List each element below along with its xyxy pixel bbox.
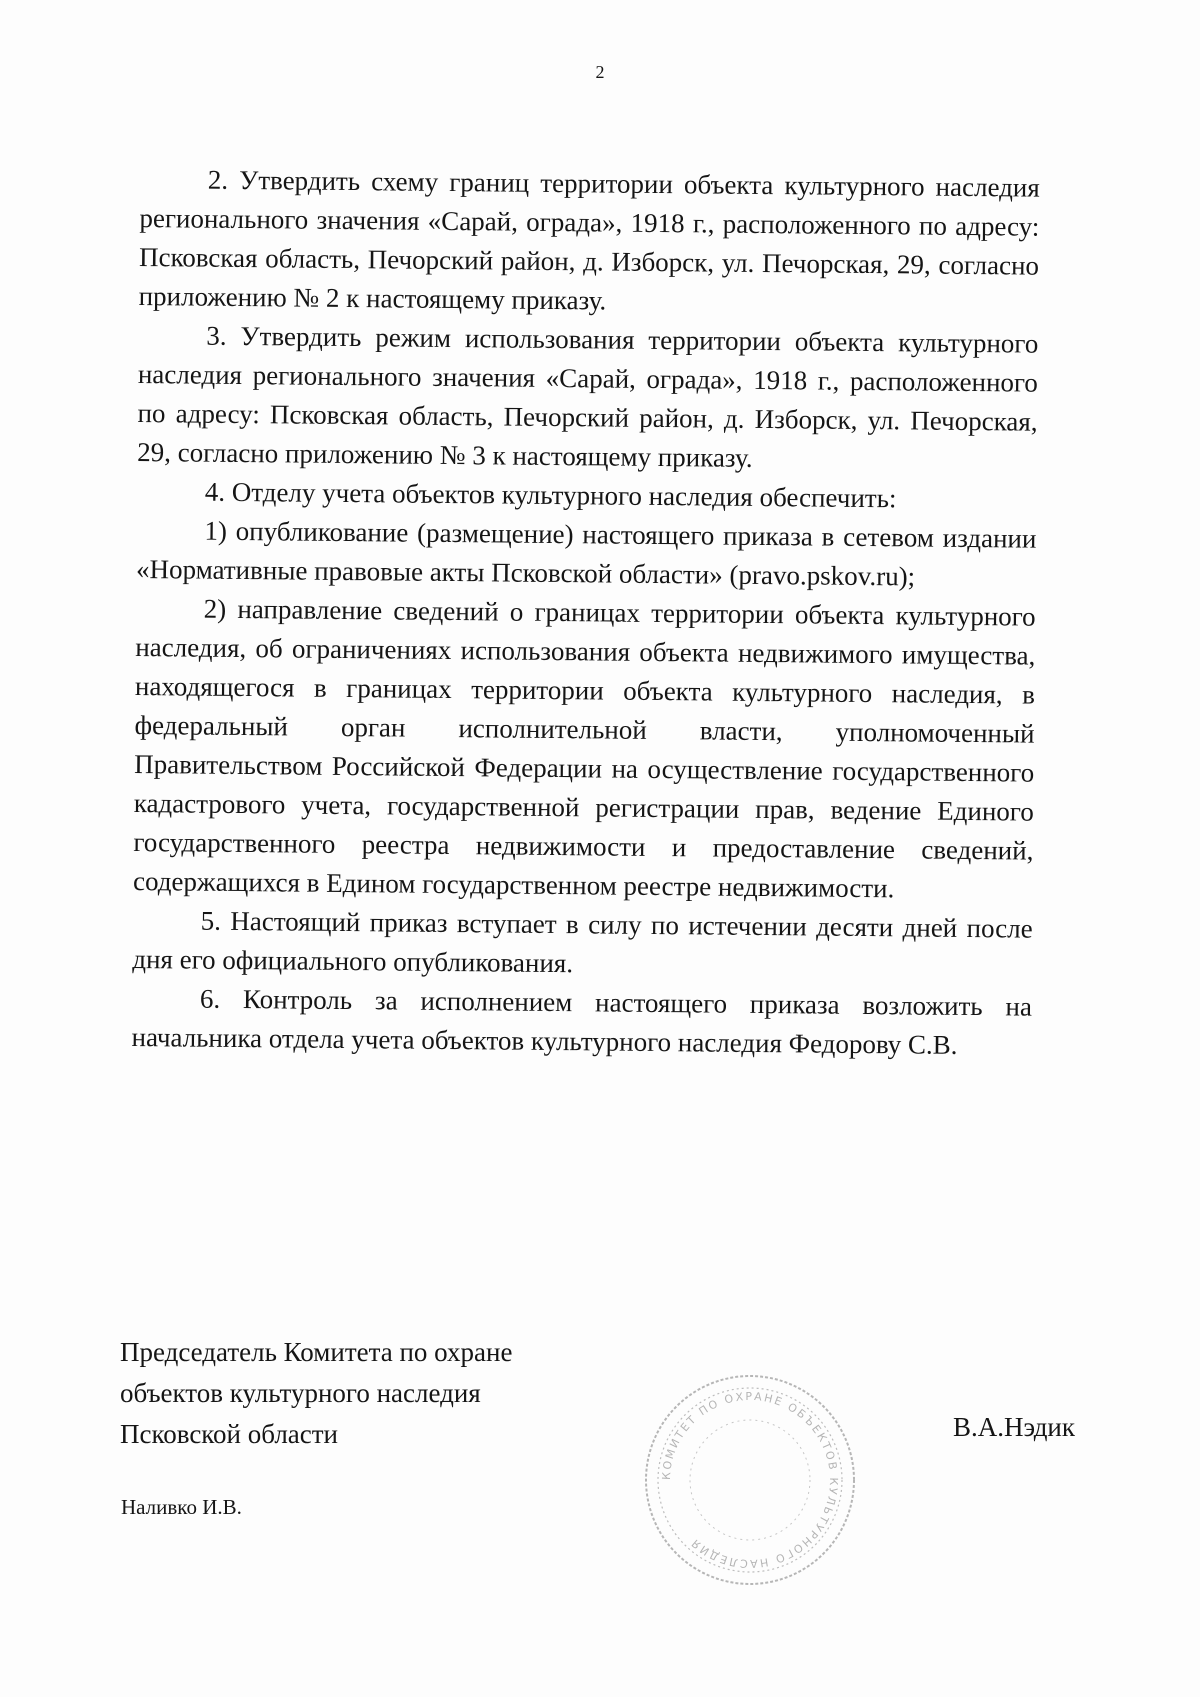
official-seal-stamp: [640, 1370, 860, 1590]
paragraph-item-4: 4. Отделу учета объектов культурного наследия обеспечить:: [204, 476, 897, 514]
signer-name: В.А.Нэдик: [953, 1412, 1076, 1442]
page-number: 2: [595, 62, 605, 82]
svg-text:КОМИТЕТ ПО ОХРАНЕ ОБЪЕКТОВ КУЛ: [660, 1390, 840, 1570]
position-line: Псковской области: [120, 1419, 339, 1449]
executor-name: Наливко И.В.: [121, 1495, 242, 1519]
signatory-position: [120, 1332, 512, 1455]
order-body: [131, 160, 1040, 1066]
stamp-text: КОМИТЕТ ПО ОХРАНЕ ОБЪЕКТОВ КУЛЬТУРНОГО НАСЛЕДИЯ: [659, 1389, 841, 1571]
paragraph-item-5: 5. Настоящий приказ вступает в силу по истечении десяти дней после дня его официального опубликования.: [132, 905, 1033, 979]
paragraph-subitem-2: 2) направление сведений о границах территории объекта культурного наследия, об ограничениях использования объекта недвижимого имущества, находящегося в границах территории объекта культурного наследия, в федеральный орган исполнительной власти, уполномоченный Правительством Российской Федерации на осуществление государственного кадастрового учета, государственной регистрации прав, ведение Единого государственного реестра недвижимости и предоставление сведений, содержащихся в Едином государственном реестре недвижимости.: [132, 593, 1036, 904]
paragraph-subitem-1: 1) опубликование (размещение) настоящего приказа в сетевом издании «Нормативные правовые акты Псковской области» (pravo.pskov.ru);: [135, 515, 1037, 592]
paragraph-item-6: 6. Контроль за исполнением настоящего приказа возложить на начальника отдела учета объектов культурного наследия Федорову С.В.: [131, 983, 1033, 1060]
position-line: Председатель Комитета по охране: [120, 1337, 513, 1367]
paragraph-item-2: 2. Утвердить схему границ территории объекта культурного наследия регионального значения «Сарай, ограда», 1918 г., расположенного по адресу: Псковская область, Печорский район, д. Изборск, ул. Печорская, 29, согласно приложению № 2 к настоящему приказу.: [138, 164, 1040, 316]
paragraph-item-3: 3. Утвердить режим использования территории объекта культурного наследия регионального значения «Сарай, ограда», 1918 г., расположенного по адресу: Псковская область, Печорский район, д. Изборск, ул. Печорская, 29, согласно приложению № 3 к настоящему приказу.: [137, 320, 1039, 473]
position-line: объектов культурного наследия: [120, 1378, 481, 1408]
